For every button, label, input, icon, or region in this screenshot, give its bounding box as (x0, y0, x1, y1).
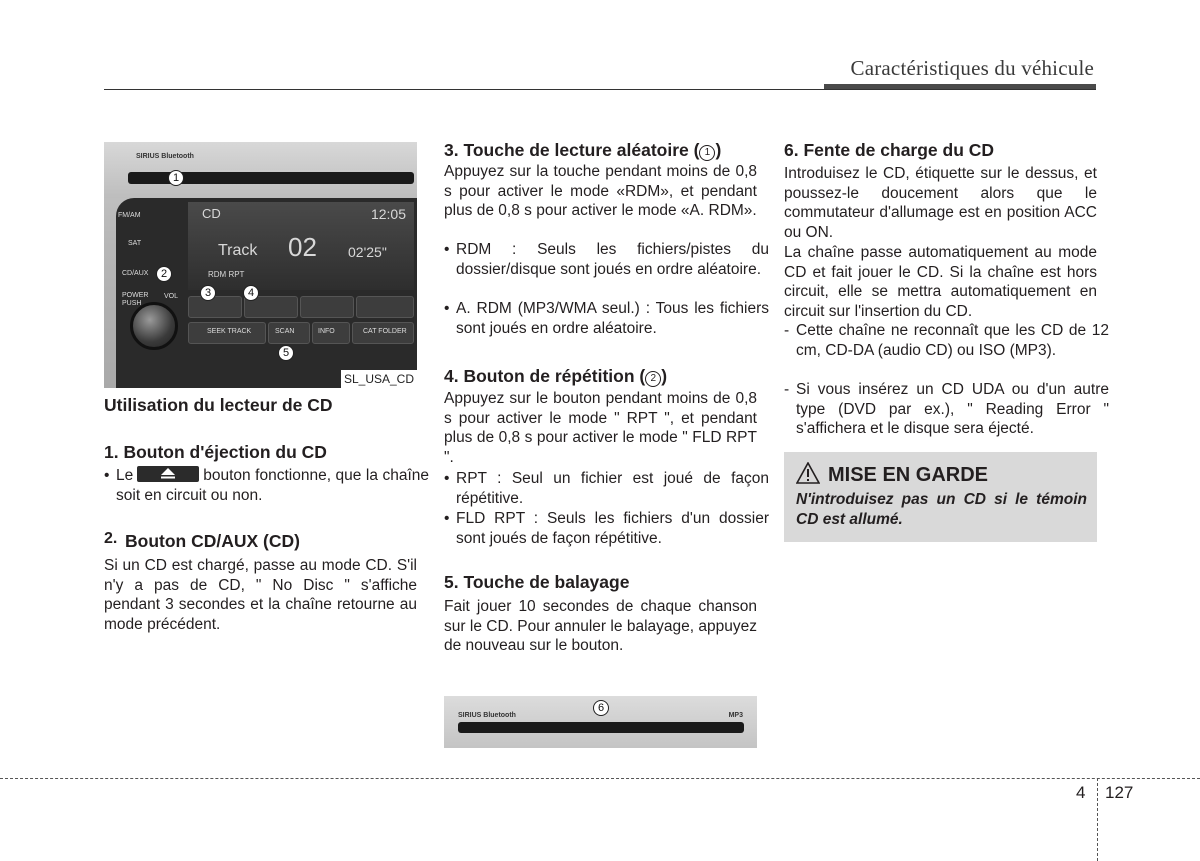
footer-divider (1097, 778, 1098, 861)
label-push: PUSH (122, 300, 142, 307)
callout-5: 5 (278, 345, 294, 361)
label-vol: VOL (164, 293, 179, 300)
section-4-title: 4. Bouton de répétition ( 2 ) (444, 366, 668, 386)
label-cd-aux: CD/AUX (122, 270, 149, 277)
radio-brand: SIRIUS Bluetooth (136, 153, 194, 160)
eject-button-illustration (137, 466, 199, 482)
radio-top-bezel (104, 142, 417, 198)
section-2-title: Bouton CD/AUX (CD) (125, 531, 300, 551)
label-seek: SEEK TRACK (207, 328, 252, 335)
section-4-bullet-1: • RPT : Seul un fichier est joué de façon répétitive. (444, 470, 769, 507)
callout-3: 3 (200, 285, 216, 301)
section-6-title: 6. Fente de charge du CD (784, 140, 995, 160)
warning-triangle-icon (796, 462, 820, 484)
display-flags: RDM RPT (208, 270, 245, 279)
display-mode: CD (202, 206, 221, 221)
callout-1: 1 (168, 170, 184, 186)
radio-display (188, 202, 414, 290)
callout-ref-2: 2 (645, 371, 661, 387)
caution-box (784, 452, 1097, 542)
figure-caption: SL_USA_CD (341, 370, 417, 388)
display-track-number: 02 (288, 232, 317, 262)
callout-2: 2 (156, 266, 172, 282)
section-1-bullet: • Le bouton fonctionne, que la chaîne soit en circuit ou non. (104, 467, 429, 504)
section-5-title: 5. Touche de balayage (444, 572, 630, 592)
label-scan: SCAN (275, 328, 295, 335)
slot-brand: SIRIUS Bluetooth (458, 712, 516, 719)
cd-slot-photo (444, 696, 757, 748)
volume-knob (130, 302, 178, 350)
label-power: POWER (122, 292, 149, 299)
radio-keys (188, 294, 414, 346)
label-fm-am: FM/AM (118, 212, 141, 219)
label-sat: SAT (128, 240, 142, 247)
callout-4: 4 (243, 285, 259, 301)
section-1-title: 1. Bouton d'éjection du CD (104, 442, 327, 462)
header-rule (104, 89, 1096, 90)
slot-mp3-label: MP3 (728, 712, 743, 719)
section-3-title: 3. Touche de lecture aléatoire ( 1 ) (444, 140, 722, 160)
section-4-bullet-2: • FLD RPT : Seuls les fichiers d'un dossier sont joués de façon répétitive. (444, 510, 769, 547)
callout-ref-1: 1 (699, 145, 715, 161)
section-2-number: 2. (104, 530, 118, 547)
display-track-label: Track (218, 242, 258, 259)
display-elapsed: 02'25" (348, 244, 387, 260)
section-6-text-1: Introduisez le CD, étiquette sur le dessus, et poussez-le doucement alors que le commutateur d'allumage est en position ACC ou ON. (784, 165, 1097, 241)
section-3-text: Appuyez sur la touche pendant moins de 0,8 s pour activer le mode «RDM», et pendant plus de 0,8 s pour activer le mode «A. RDM». (444, 163, 757, 219)
page-number: 127 (1105, 783, 1134, 802)
caution-text: N'introduisez pas un CD si le témoin CD est allumé. (796, 491, 1087, 528)
label-cat-folder: CAT FOLDER (363, 328, 407, 335)
cd-slot (458, 722, 744, 733)
running-header: Caractéristiques du véhicule (850, 56, 1094, 80)
footer-rule (0, 778, 1200, 779)
section-3-bullet-1: • RDM : Seuls les fichiers/pistes du dossier/disque sont joués en ordre aléatoire. (444, 241, 769, 278)
section-4-text: Appuyez sur le bouton pendant moins de 0,8 s pour activer le mode " RPT ", et pendant plus de 0,8 s pour activer le mode " FLD RPT ". (444, 390, 757, 466)
callout-6: 6 (593, 700, 609, 716)
label-info: INFO (318, 328, 335, 335)
section-5-text: Fait jouer 10 secondes de chaque chanson sur le CD. Pour annuler le balayage, appuyez de nouveau sur le bouton. (444, 598, 757, 654)
section-2-text: Si un CD est chargé, passe au mode CD. S'il n'y a pas de CD, " No Disc " s'affiche pendant 3 secondes et la chaîne retourne au mode précédent. (104, 557, 417, 633)
chapter-number: 4 (1076, 783, 1086, 802)
section-6-dash-1: - Cette chaîne ne reconnaît que les CD de 12 cm, CD-DA (audio CD) ou ISO (MP3). (784, 322, 1109, 359)
display-clock: 12:05 (370, 206, 406, 222)
section-6-dash-2: - Si vous insérez un CD UDA ou d'un autre type (DVD par ex.), " Reading Error " s'affichera et le disque sera éjecté. (784, 381, 1109, 437)
caution-title: MISE EN GARDE (796, 462, 988, 488)
cd-player-photo (104, 142, 417, 388)
section-heading: Utilisation du lecteur de CD (104, 395, 333, 415)
section-3-bullet-2: • A. RDM (MP3/WMA seul.) : Tous les fichiers sont joués en ordre aléatoire. (444, 300, 769, 337)
section-6-text-2: La chaîne passe automatiquement au mode CD et fait jouer le CD. Si la chaîne est hors circuit, elle se mettra automatiquement en circuit sur l'insertion du CD. (784, 244, 1097, 320)
eject-icon (161, 468, 175, 479)
